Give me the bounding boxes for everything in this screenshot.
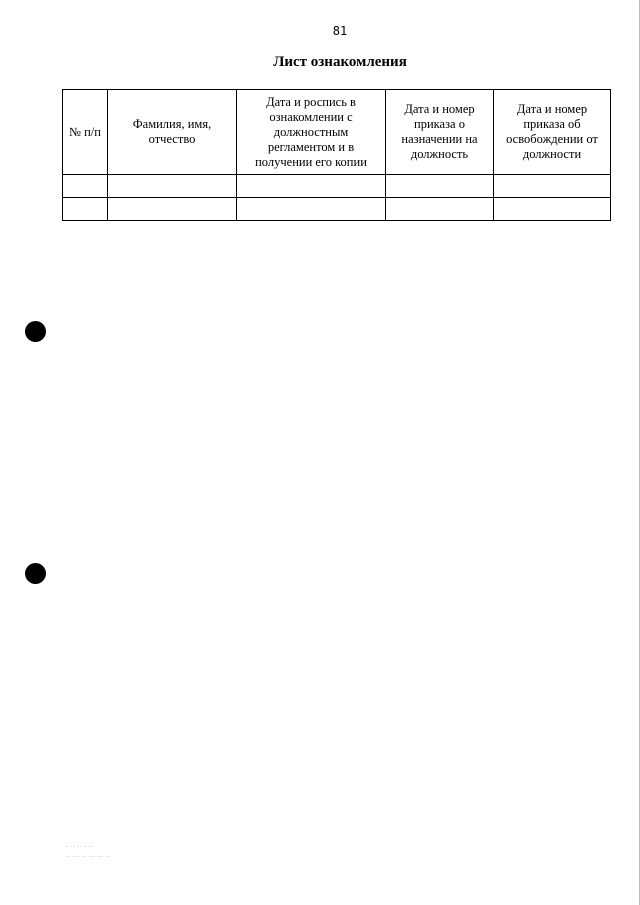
table-cell bbox=[108, 175, 237, 198]
faded-footer-stamp: · ·· ·· · ·· ·· ··· ·· ··· ··· ·· bbox=[66, 843, 111, 861]
header-row-number: № п/п bbox=[63, 90, 108, 175]
table-row bbox=[63, 175, 611, 198]
acknowledgement-table bbox=[62, 89, 611, 221]
table-cell bbox=[237, 175, 386, 198]
document-title: Лист ознакомления bbox=[273, 54, 407, 70]
table-cell bbox=[108, 198, 237, 221]
header-dismissal-order: Дата и номер приказа об освобождении от должности bbox=[494, 90, 611, 175]
table-cell bbox=[63, 175, 108, 198]
table-cell bbox=[386, 175, 494, 198]
punch-hole bbox=[25, 563, 46, 584]
header-full-name: Фамилия, имя, отчество bbox=[108, 90, 237, 175]
table-header-row bbox=[63, 90, 611, 175]
header-signature-date: Дата и роспись в ознакомлении с должностным регламентом и в получении его копии bbox=[237, 90, 386, 175]
page-number: 81 bbox=[332, 24, 348, 38]
table-row bbox=[63, 198, 611, 221]
punch-hole bbox=[25, 321, 46, 342]
table-cell bbox=[386, 198, 494, 221]
table-cell bbox=[494, 198, 611, 221]
table-cell bbox=[494, 175, 611, 198]
header-appointment-order: Дата и номер приказа о назначении на должность bbox=[386, 90, 494, 175]
table-cell bbox=[237, 198, 386, 221]
table-cell bbox=[63, 198, 108, 221]
